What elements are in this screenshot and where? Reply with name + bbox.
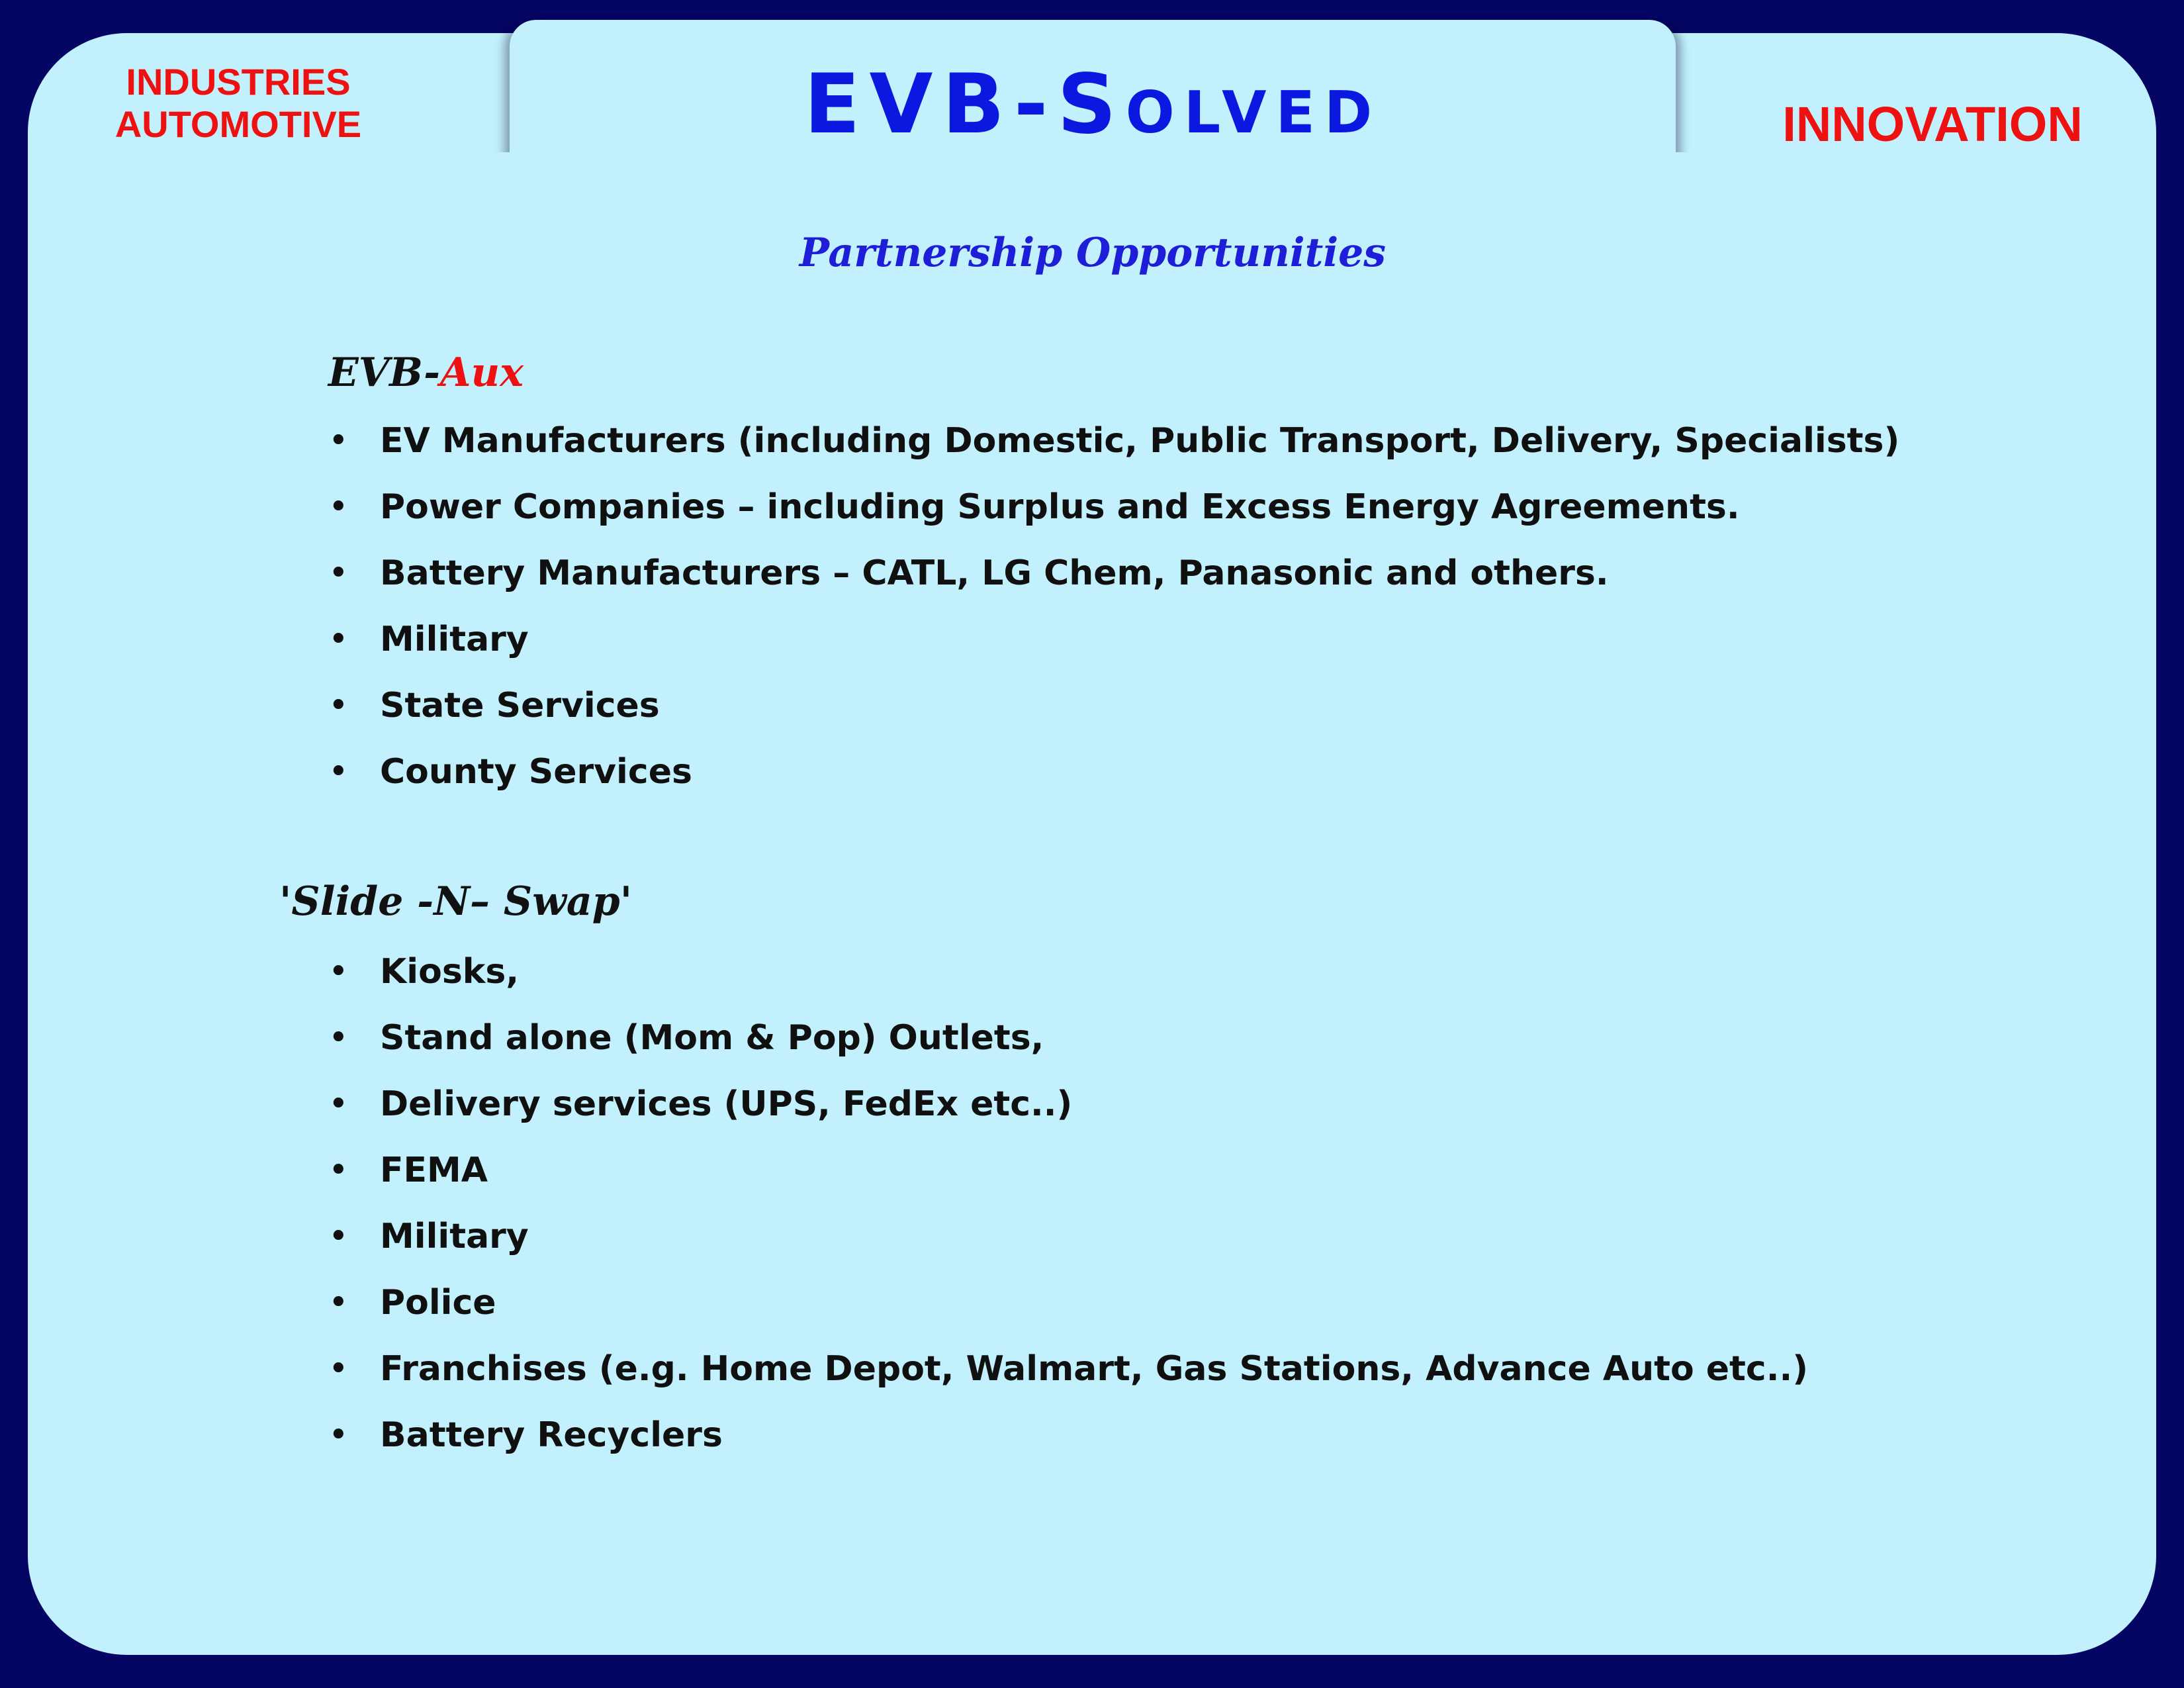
list-item [328, 1144, 1808, 1210]
title-tab-base [490, 152, 1696, 212]
list-item-text: Delivery services (UPS, FedEx etc..) [380, 1084, 1073, 1124]
list-item [328, 1342, 1808, 1409]
slide-subtitle: Partnership Opportunities [799, 230, 1387, 276]
bullet-icon: • [328, 686, 349, 726]
innovation-label: INNOVATION [1782, 97, 2083, 152]
list-item-text: Battery Manufacturers – CATL, LG Chem, Panasonic and others. [380, 553, 1609, 593]
automotive-line: AUTOMOTIVE [114, 103, 362, 145]
list-item [328, 1078, 1808, 1144]
industries-line: INDUSTRIES [126, 61, 351, 103]
list-item [328, 945, 1808, 1011]
bullet-icon: • [328, 1018, 349, 1058]
bullet-icon: • [328, 752, 349, 792]
bullet-icon: • [328, 487, 349, 527]
list-item-text: Franchises (e.g. Home Depot, Walmart, Gas Stations, Advance Auto etc..) [380, 1349, 1808, 1389]
list-item-text: Police [380, 1283, 496, 1323]
list-item-text: FEMA [380, 1150, 488, 1190]
evb-aux-list [328, 414, 1899, 812]
list-item-text: EV Manufacturers (including Domestic, Public Transport, Delivery, Specialists) [380, 421, 1900, 461]
list-item [328, 547, 1899, 613]
heading-accent: Aux [440, 350, 523, 396]
slide-n-swap-list [328, 945, 1808, 1475]
bullet-icon: • [328, 1349, 349, 1389]
list-item-text: Military [380, 620, 529, 659]
bullet-icon: • [328, 553, 349, 593]
list-item-text: State Services [380, 686, 660, 726]
list-item [328, 1210, 1808, 1276]
list-item-text: County Services [380, 752, 692, 792]
list-item [328, 481, 1899, 547]
list-item [328, 745, 1899, 812]
list-item-text: Power Companies – including Surplus and Excess Energy Agreements. [380, 487, 1740, 527]
bullet-icon: • [328, 1084, 349, 1124]
bullet-icon: • [328, 1415, 349, 1455]
list-item [328, 1276, 1808, 1342]
bullet-icon: • [328, 1283, 349, 1323]
list-item-text: Military [380, 1217, 529, 1256]
list-item [328, 414, 1899, 481]
list-item-text: Stand alone (Mom & Pop) Outlets, [380, 1018, 1044, 1058]
list-item [328, 1011, 1808, 1078]
evb-aux-heading [328, 349, 523, 397]
list-item-text: Battery Recyclers [380, 1415, 723, 1455]
bullet-icon: • [328, 952, 349, 992]
list-item [328, 613, 1899, 679]
list-item [328, 1409, 1808, 1475]
bullet-icon: • [328, 620, 349, 659]
slide-n-swap-heading: 'Slide -N– Swap' [279, 878, 633, 925]
bullet-icon: • [328, 1150, 349, 1190]
list-item-text: Kiosks, [380, 952, 520, 992]
list-item [328, 679, 1899, 745]
bullet-icon: • [328, 421, 349, 461]
slide-title: EVB-Solved [803, 57, 1382, 152]
industries-label [79, 61, 397, 146]
heading-prefix: EVB- [328, 350, 441, 396]
bullet-icon: • [328, 1217, 349, 1256]
